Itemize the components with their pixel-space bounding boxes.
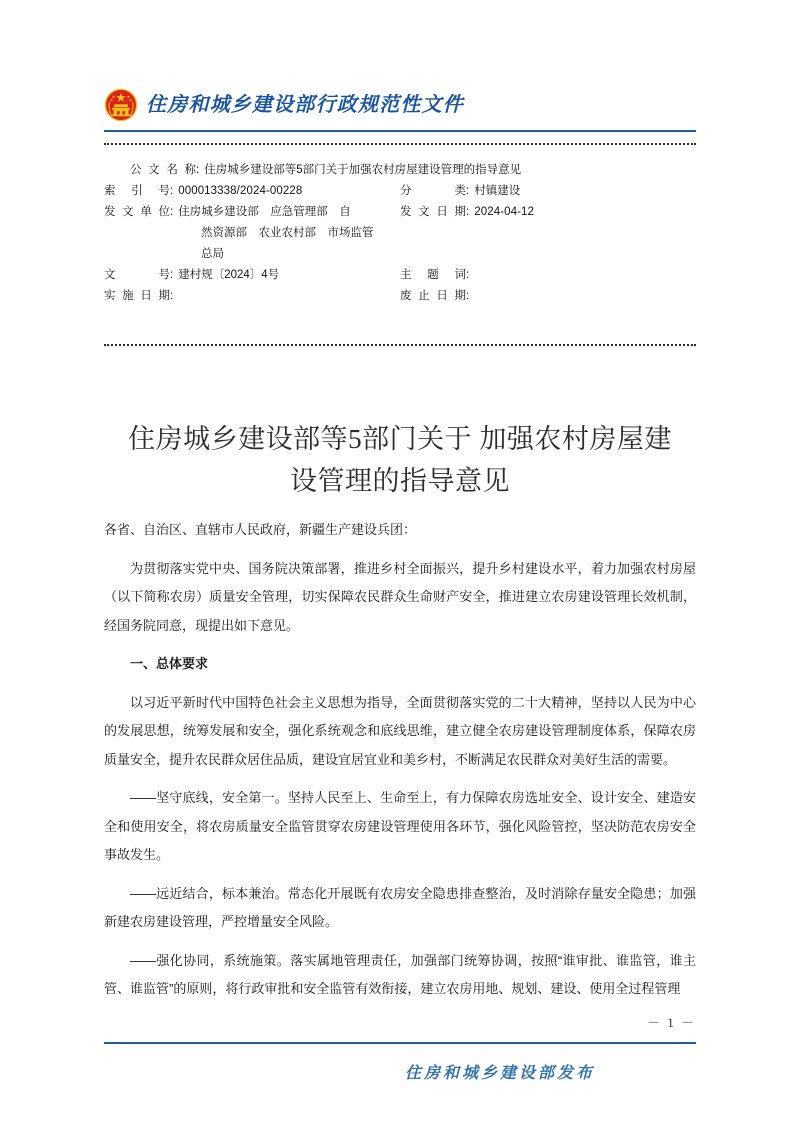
meta-field-doc-number xyxy=(104,265,400,286)
footer-issuer: 住房和城乡建设部发布 xyxy=(404,1065,595,1082)
china-national-emblem-icon xyxy=(104,88,138,122)
body-section-heading-1: 一、总体要求 xyxy=(130,656,209,671)
meta-field-issuing-units xyxy=(104,202,400,223)
meta-field-index-number xyxy=(104,181,400,202)
document-metadata-table xyxy=(104,160,696,307)
meta-row-continuation xyxy=(104,223,722,244)
meta-colon: : xyxy=(466,206,470,218)
meta-value-continuation: 总局 xyxy=(201,248,224,260)
meta-label: 文号 xyxy=(104,269,170,281)
meta-rule-dotted-bottom xyxy=(104,344,696,346)
body-bullet-1: ——坚守底线，安全第一。坚持人民至上、生命至上，有力保障农房选址安全、设计安全、建造安全和使用安全，将农房质量安全监管贯穿农房建设管理使用各环节，强化风险管控，坚决防范农房安全事故发生。 xyxy=(104,790,696,862)
meta-field-subject-terms xyxy=(400,265,696,286)
meta-row xyxy=(104,265,696,286)
meta-field-issue-date xyxy=(400,202,696,223)
meta-row xyxy=(104,202,696,223)
meta-colon: : xyxy=(466,269,470,281)
meta-label: 分类 xyxy=(400,185,466,197)
header-rule-solid xyxy=(104,130,696,132)
meta-label: 发文日期 xyxy=(400,206,466,218)
meta-label: 索引号 xyxy=(104,185,170,197)
footer-rule-solid xyxy=(104,1042,696,1044)
meta-label: 公文名称 xyxy=(130,164,196,176)
meta-colon: : xyxy=(170,290,174,302)
meta-colon: : xyxy=(466,185,470,197)
meta-value-continuation: 然资源部 农业农村部 市场监管 xyxy=(201,227,374,239)
meta-field-category xyxy=(400,181,696,202)
meta-rule-dotted-top xyxy=(104,143,696,145)
document-title-line-1: 住房城乡建设部等5部门关于 加强农村房屋建 xyxy=(128,424,672,454)
header-title: 住房和城乡建设部行政规范性文件 xyxy=(146,94,464,116)
meta-field-doc-name xyxy=(104,160,696,181)
body-preamble: 为贯彻落实党中央、国务院决策部署，推进乡村全面振兴，提升乡村建设水平，着力加强农村房屋（以下简称农房）质量安全管理，切实保障农民群众生命财产安全，推进建立农房建设管理长效机制，经国务院同意，现提出如下意见。 xyxy=(104,560,696,633)
meta-field-repeal-date xyxy=(400,286,696,307)
meta-colon: : xyxy=(170,269,174,281)
meta-field-effective-date xyxy=(104,286,400,307)
document-body xyxy=(104,516,696,1014)
meta-value: 2024-04-12 xyxy=(474,206,535,218)
body-bullet-2: ——远近结合，标本兼治。常态化开展既有农房安全隐患排查整治，及时消除存量安全隐患；加强新建农房建设管理，严控增量安全风险。 xyxy=(104,885,696,929)
meta-value: 建村规〔2024〕4号 xyxy=(178,269,280,281)
body-salutation: 各省、自治区、直辖市人民政府，新疆生产建设兵团： xyxy=(104,522,417,537)
meta-value: 住房城乡建设部 应急管理部 自 xyxy=(178,206,351,218)
document-header xyxy=(104,82,696,128)
meta-colon: : xyxy=(170,206,174,218)
meta-label: 废止日期 xyxy=(400,290,466,302)
page-number: － 1 － xyxy=(646,1015,696,1030)
meta-row-continuation xyxy=(104,244,722,265)
body-bullet-3: ——强化协同，系统施策。落实属地管理责任，加强部门统筹协调，按照“谁审批、谁监管，谁主管、谁监管”的原则，将行政审批和安全监管有效衔接，建立农房用地、规划、建设、使用全过程管理 xyxy=(104,952,696,996)
meta-colon: : xyxy=(466,290,470,302)
meta-value: 村镇建设 xyxy=(474,185,521,197)
meta-row xyxy=(104,160,696,181)
meta-label: 实施日期 xyxy=(104,290,170,302)
meta-colon: : xyxy=(170,185,174,197)
meta-row xyxy=(104,286,696,307)
meta-value: 住房城乡建设部等5部门关于加强农村房屋建设管理的指导意见 xyxy=(204,164,522,176)
meta-colon: : xyxy=(196,164,200,176)
meta-label: 发文单位 xyxy=(104,206,170,218)
meta-label: 主题词 xyxy=(400,269,466,281)
document-title xyxy=(104,418,696,502)
meta-row xyxy=(104,181,696,202)
document-title-line-2: 设管理的指导意见 xyxy=(290,466,510,496)
body-section-1-paragraph-1: 以习近平新时代中国特色社会主义思想为指导，全面贯彻落实党的二十大精神，坚持以人民为中心的发展思想，统筹发展和安全，强化系统观念和底线思维，建立健全农房建设管理制度体系，保障农房质量安全，提升农民群众居住品质，建设宜居宜业和美乡村，不断满足农民群众对美好生活的需要。 xyxy=(104,694,696,767)
meta-value: 000013338/2024-00228 xyxy=(178,185,303,197)
